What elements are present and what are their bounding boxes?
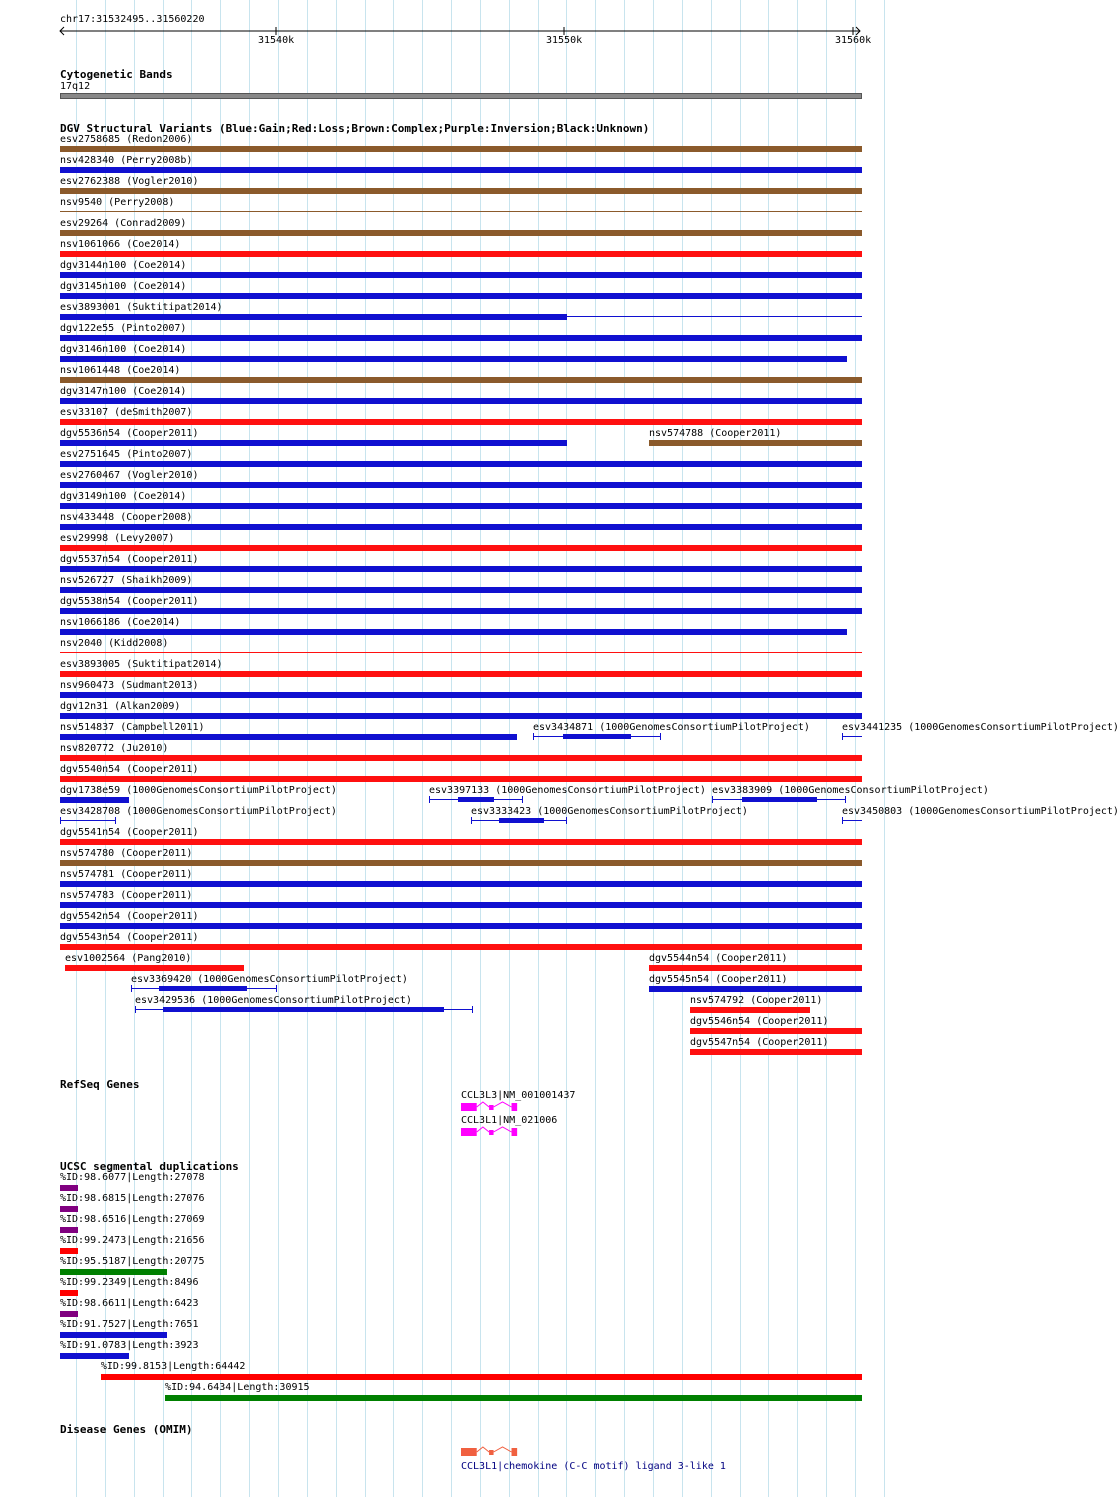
grid-line	[538, 0, 539, 1497]
segdup-bar[interactable]	[60, 1269, 167, 1275]
tick-label-3: 31560k	[835, 35, 872, 46]
variant-label: nsv526727 (Shaikh2009)	[60, 575, 193, 586]
grid-line	[826, 0, 827, 1497]
variant-label: esv3383909 (1000GenomesConsortiumPilotProject)	[712, 785, 989, 796]
variant-label: esv3893005 (Suktitipat2014)	[60, 659, 223, 670]
variant-bar[interactable]	[60, 440, 567, 446]
ruler-axis	[56, 24, 866, 44]
variant-label: dgv3144n100 (Coe2014)	[60, 260, 187, 271]
variant-bar[interactable]	[690, 1049, 862, 1055]
variant-bar[interactable]	[60, 398, 862, 404]
variant-label: nsv574780 (Cooper2011)	[60, 848, 193, 859]
cytoband-label: 17q12	[60, 81, 91, 92]
segdup-label: %ID:91.7527|Length:7651	[60, 1319, 199, 1330]
variant-label: esv2760467 (Vogler2010)	[60, 470, 199, 481]
variant-label: esv3893001 (Suktitipat2014)	[60, 302, 223, 313]
variant-bar[interactable]	[163, 1007, 445, 1012]
variant-bar[interactable]	[690, 1007, 810, 1013]
variant-bar[interactable]	[60, 482, 862, 488]
variant-whisker-cap	[660, 733, 661, 740]
variant-bar[interactable]	[60, 734, 517, 740]
segdup-label: %ID:98.6611|Length:6423	[60, 1298, 199, 1309]
variant-label: dgv5547n54 (Cooper2011)	[690, 1037, 829, 1048]
variant-label: dgv5540n54 (Cooper2011)	[60, 764, 199, 775]
variant-whisker-cap	[131, 985, 132, 992]
variant-bar[interactable]	[649, 440, 862, 446]
variant-bar[interactable]	[60, 944, 862, 950]
segdup-bar[interactable]	[60, 1206, 78, 1212]
omim-gene-model[interactable]	[461, 1446, 519, 1458]
segdup-bar[interactable]	[60, 1185, 78, 1191]
segdup-label: %ID:99.2349|Length:8496	[60, 1277, 199, 1288]
variant-label: dgv5543n54 (Cooper2011)	[60, 932, 199, 943]
variant-label: dgv5542n54 (Cooper2011)	[60, 911, 199, 922]
variant-whisker-line[interactable]	[60, 820, 116, 821]
variant-label: dgv5545n54 (Cooper2011)	[649, 974, 788, 985]
variant-label: esv1002564 (Pang2010)	[65, 953, 192, 964]
variant-label: nsv820772 (Ju2010)	[60, 743, 169, 754]
variant-label: nsv433448 (Cooper2008)	[60, 512, 193, 523]
variant-label: nsv2040 (Kidd2008)	[60, 638, 169, 649]
variant-bar[interactable]	[60, 377, 862, 383]
variant-whisker-cap	[712, 796, 713, 803]
segdup-bar[interactable]	[165, 1395, 862, 1401]
variant-bar[interactable]	[60, 797, 129, 803]
variant-label: nsv960473 (Sudmant2013)	[60, 680, 199, 691]
variant-bar[interactable]	[60, 335, 862, 341]
variant-bar[interactable]	[60, 524, 862, 530]
variant-whisker-cap	[60, 817, 61, 824]
variant-bar[interactable]	[60, 188, 862, 194]
grid-line	[365, 0, 366, 1497]
gene-model[interactable]	[461, 1126, 519, 1138]
cytoband-track-title[interactable]: Cytogenetic Bands	[60, 68, 173, 81]
variant-label: esv3441235 (1000GenomesConsortiumPilotProject)	[842, 722, 1119, 733]
variant-label: dgv5541n54 (Cooper2011)	[60, 827, 199, 838]
omim-gene-label: CCL3L1|chemokine (C-C motif) ligand 3-like 1	[461, 1461, 726, 1472]
segdup-bar[interactable]	[60, 1311, 78, 1317]
variant-bar[interactable]	[65, 965, 244, 971]
variant-bar[interactable]	[60, 671, 862, 677]
variant-bar[interactable]	[60, 167, 862, 173]
variant-label: nsv574792 (Cooper2011)	[690, 995, 823, 1006]
variant-label: dgv12n31 (Alkan2009)	[60, 701, 181, 712]
variant-bar[interactable]	[60, 860, 862, 866]
segdup-label: %ID:99.8153|Length:64442	[100, 1361, 246, 1372]
variant-bar[interactable]	[60, 839, 862, 845]
variant-bar[interactable]	[60, 211, 862, 212]
grid-line	[595, 0, 596, 1497]
variant-whisker-cap	[276, 985, 277, 992]
variant-label: dgv3146n100 (Coe2014)	[60, 344, 187, 355]
grid-line	[307, 0, 308, 1497]
variant-bar[interactable]	[60, 230, 862, 236]
variant-whisker-cap	[845, 796, 846, 803]
variant-bar[interactable]	[60, 293, 862, 299]
variant-bar[interactable]	[60, 755, 862, 761]
variant-label: esv3369420 (1000GenomesConsortiumPilotProject)	[131, 974, 408, 985]
variant-label: nsv574783 (Cooper2011)	[60, 890, 193, 901]
variant-bar[interactable]	[499, 818, 543, 823]
location-label: chr17:31532495..31560220	[60, 14, 205, 25]
grid-line	[566, 0, 567, 1497]
variant-label: dgv5546n54 (Cooper2011)	[690, 1016, 829, 1027]
variant-label: esv3428708 (1000GenomesConsortiumPilotProject)	[60, 806, 337, 817]
grid-line	[682, 0, 683, 1497]
variant-bar[interactable]	[563, 734, 631, 739]
variant-label: nsv428340 (Perry2008b)	[60, 155, 193, 166]
variant-label: esv3434871 (1000GenomesConsortiumPilotProject)	[533, 722, 810, 733]
variant-bar[interactable]	[60, 923, 862, 929]
variant-label: esv33107 (deSmith2007)	[60, 407, 193, 418]
variant-bar[interactable]	[60, 692, 862, 698]
variant-bar[interactable]	[649, 986, 862, 992]
grid-line	[278, 0, 279, 1497]
variant-label: dgv5544n54 (Cooper2011)	[649, 953, 788, 964]
variant-label: dgv5536n54 (Cooper2011)	[60, 428, 199, 439]
segdup-track-title[interactable]: UCSC segmental duplications	[60, 1160, 239, 1173]
segdup-label: %ID:98.6516|Length:27069	[60, 1214, 205, 1225]
variant-bar[interactable]	[649, 965, 862, 971]
variant-whisker-cap	[472, 1006, 473, 1013]
grid-line	[191, 0, 192, 1497]
grid-line	[884, 0, 885, 1497]
grid-line	[480, 0, 481, 1497]
segdup-bar[interactable]	[101, 1374, 862, 1380]
variant-label: esv29998 (Levy2007)	[60, 533, 175, 544]
variant-bar[interactable]	[60, 461, 862, 467]
dgv-track-title[interactable]: DGV Structural Variants (Blue:Gain;Red:Loss;Brown:Complex;Purple:Inversion;Black:Unknown)	[60, 122, 650, 135]
grid-line	[422, 0, 423, 1497]
segdup-bar[interactable]	[60, 1353, 129, 1359]
variant-bar[interactable]	[742, 797, 817, 802]
variant-label: dgv5537n54 (Cooper2011)	[60, 554, 199, 565]
grid-line	[797, 0, 798, 1497]
variant-label: esv3333423 (1000GenomesConsortiumPilotProject)	[471, 806, 748, 817]
grid-line	[855, 0, 856, 1497]
variant-label: esv29264 (Conrad2009)	[60, 218, 187, 229]
variant-bar[interactable]	[60, 503, 862, 509]
refseq-track-title[interactable]: RefSeq Genes	[60, 1078, 140, 1091]
segdup-bar[interactable]	[60, 1227, 78, 1233]
variant-whisker-line[interactable]	[842, 736, 862, 737]
grid-line	[740, 0, 741, 1497]
variant-label: esv2758685 (Redon2006)	[60, 134, 193, 145]
variant-bar[interactable]	[60, 251, 862, 257]
segdup-label: %ID:95.5187|Length:20775	[60, 1256, 205, 1267]
variant-bar[interactable]	[60, 419, 862, 425]
cytoband-bar[interactable]	[60, 93, 862, 99]
segdup-bar[interactable]	[60, 1248, 78, 1254]
variant-bar[interactable]	[60, 545, 862, 551]
variant-whisker-line[interactable]	[842, 820, 862, 821]
variant-whisker-cap	[566, 817, 567, 824]
variant-bar[interactable]	[60, 713, 862, 719]
variant-label: dgv5538n54 (Cooper2011)	[60, 596, 199, 607]
variant-bar[interactable]	[60, 608, 862, 614]
variant-bar[interactable]	[690, 1028, 862, 1034]
variant-bar[interactable]	[60, 881, 862, 887]
gene-label: CCL3L1|NM_021006	[461, 1115, 558, 1126]
variant-bar[interactable]	[458, 797, 494, 802]
variant-label: dgv3147n100 (Coe2014)	[60, 386, 187, 397]
variant-label: esv3450803 (1000GenomesConsortiumPilotProject)	[842, 806, 1119, 817]
variant-whisker-cap	[842, 817, 843, 824]
variant-label: nsv9540 (Perry2008)	[60, 197, 175, 208]
variant-bar[interactable]	[60, 652, 862, 653]
tick-label-2: 31550k	[546, 35, 583, 46]
variant-whisker-cap	[471, 817, 472, 824]
grid-line	[653, 0, 654, 1497]
segdup-bar[interactable]	[60, 1290, 78, 1296]
variant-label: nsv574788 (Cooper2011)	[649, 428, 782, 439]
variant-whisker-cap	[115, 817, 116, 824]
variant-bar[interactable]	[60, 587, 862, 593]
grid-line	[451, 0, 452, 1497]
variant-whisker-cap	[522, 796, 523, 803]
segdup-label: %ID:99.2473|Length:21656	[60, 1235, 205, 1246]
grid-line	[711, 0, 712, 1497]
variant-label: esv2762388 (Vogler2010)	[60, 176, 199, 187]
variant-label: nsv1061066 (Coe2014)	[60, 239, 181, 250]
variant-label: nsv514837 (Campbell2011)	[60, 722, 205, 733]
variant-whisker-cap	[533, 733, 534, 740]
segdup-bar[interactable]	[60, 1332, 167, 1338]
variant-bar[interactable]	[60, 629, 847, 635]
grid-line	[509, 0, 510, 1497]
grid-line	[336, 0, 337, 1497]
gene-label: CCL3L3|NM_001001437	[461, 1090, 576, 1101]
grid-line	[768, 0, 769, 1497]
variant-whisker-cap	[135, 1006, 136, 1013]
variant-bar[interactable]	[60, 902, 862, 908]
variant-bar[interactable]	[159, 986, 246, 991]
variant-label: dgv3149n100 (Coe2014)	[60, 491, 187, 502]
variant-bar[interactable]	[60, 776, 862, 782]
gene-model[interactable]	[461, 1101, 519, 1113]
segdup-label: %ID:91.0783|Length:3923	[60, 1340, 199, 1351]
variant-label: esv2751645 (Pinto2007)	[60, 449, 193, 460]
grid-line	[624, 0, 625, 1497]
variant-bar[interactable]	[60, 146, 862, 152]
variant-bar[interactable]	[60, 566, 862, 572]
grid-line	[249, 0, 250, 1497]
grid-line	[220, 0, 221, 1497]
variant-label: nsv1061448 (Coe2014)	[60, 365, 181, 376]
variant-label: dgv1738e59 (1000GenomesConsortiumPilotProject)	[60, 785, 337, 796]
variant-whisker-cap	[429, 796, 430, 803]
variant-label: dgv122e55 (Pinto2007)	[60, 323, 187, 334]
variant-label: esv3397133 (1000GenomesConsortiumPilotProject)	[429, 785, 706, 796]
tick-label-1: 31540k	[258, 35, 295, 46]
segdup-label: %ID:94.6434|Length:30915	[165, 1382, 310, 1393]
variant-whisker-cap	[842, 733, 843, 740]
variant-label: nsv574781 (Cooper2011)	[60, 869, 193, 880]
segdup-label: %ID:98.6077|Length:27078	[60, 1172, 205, 1183]
variant-label: nsv1066186 (Coe2014)	[60, 617, 181, 628]
variant-bar[interactable]	[60, 272, 862, 278]
omim-track-title[interactable]: Disease Genes (OMIM)	[60, 1423, 193, 1436]
grid-line	[393, 0, 394, 1497]
variant-bar[interactable]	[60, 356, 847, 362]
variant-label: esv3429536 (1000GenomesConsortiumPilotProject)	[135, 995, 412, 1006]
variant-label: dgv3145n100 (Coe2014)	[60, 281, 187, 292]
variant-bar[interactable]	[60, 314, 567, 320]
segdup-label: %ID:98.6815|Length:27076	[60, 1193, 205, 1204]
variant-tail-line[interactable]	[567, 316, 862, 317]
